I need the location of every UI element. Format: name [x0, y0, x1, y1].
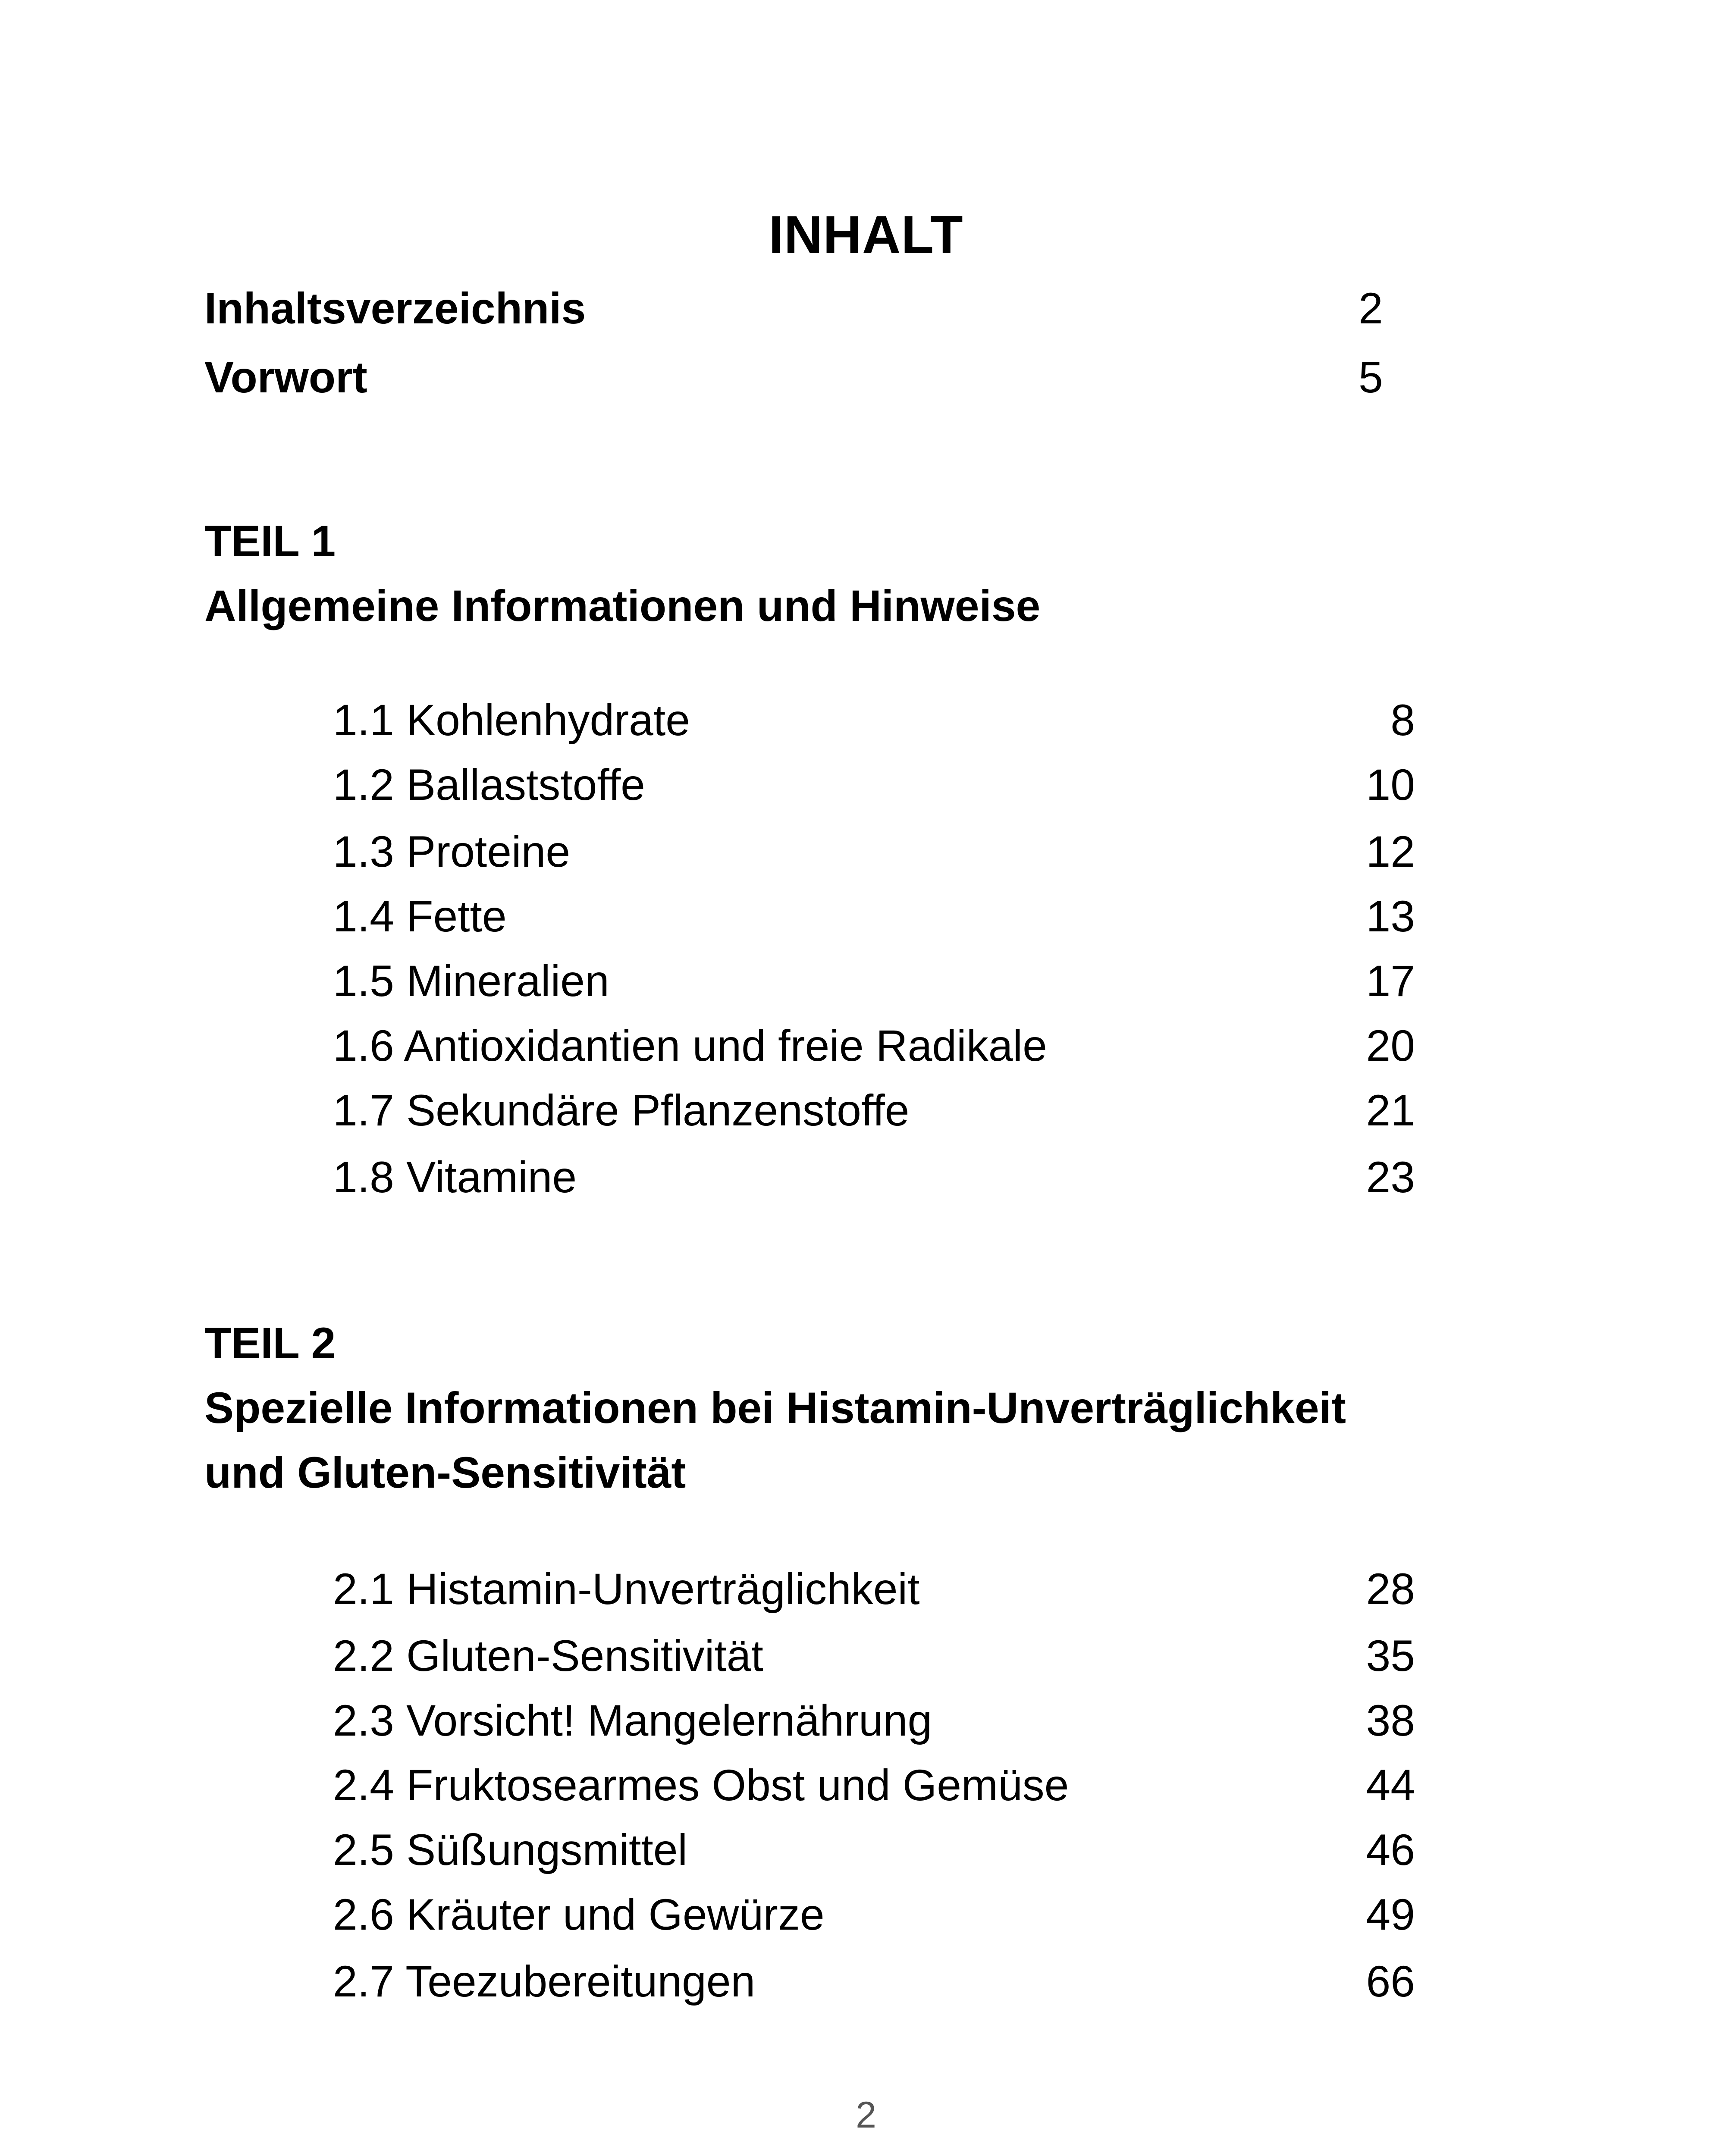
toc-entry-page: 12	[1366, 827, 1415, 876]
part1-subtitle: Allgemeine Informationen und Hinweise	[204, 581, 1041, 630]
toc-entry-page: 38	[1366, 1696, 1415, 1745]
part2-heading: TEIL 2	[204, 1319, 336, 1368]
toc-entry-label: 1.2 Ballaststoffe	[333, 760, 645, 809]
toc-entry-label: 1.1 Kohlenhydrate	[333, 696, 690, 745]
toc-entry-page: 23	[1366, 1153, 1415, 1202]
toc-entry-page: 44	[1366, 1761, 1415, 1810]
toc-entry-label: 2.3 Vorsicht! Mangelernährung	[333, 1696, 932, 1745]
toc-entry-page: 13	[1366, 892, 1415, 941]
toc-entry-label: 1.3 Proteine	[333, 827, 571, 876]
toc-entry-page: 21	[1366, 1086, 1415, 1135]
toc-entry-label: 2.6 Kräuter und Gewürze	[333, 1890, 825, 1939]
toc-entry-label: 2.7 Teezubereitungen	[333, 1957, 756, 2006]
toc-entry-page: 35	[1366, 1631, 1415, 1680]
toc-entry-page: 17	[1366, 956, 1415, 1006]
toc-entry-label: 1.6 Antioxidantien und freie Radikale	[333, 1021, 1047, 1070]
toc-front-page-vorwort: 5	[1359, 353, 1383, 402]
toc-entry-page: 49	[1366, 1890, 1415, 1939]
toc-entry-label: 1.8 Vitamine	[333, 1153, 577, 1202]
toc-entry-page: 8	[1390, 696, 1415, 745]
toc-entry-label: 2.1 Histamin-Unverträglichkeit	[333, 1564, 920, 1614]
toc-entry-page: 10	[1366, 760, 1415, 809]
toc-front-page-inhaltsverzeichnis: 2	[1359, 284, 1383, 333]
toc-entry-page: 20	[1366, 1021, 1415, 1070]
toc-entry-label: 2.2 Gluten-Sensitivität	[333, 1631, 763, 1680]
part2-subtitle-line2: und Gluten-Sensitivität	[204, 1448, 686, 1497]
toc-entry-label: 2.5 Süßungsmittel	[333, 1825, 688, 1874]
toc-entry-label: 1.4 Fette	[333, 892, 507, 941]
part2-subtitle-line1: Spezielle Informationen bei Histamin-Unverträglichkeit	[204, 1383, 1346, 1432]
toc-entry-label: 2.4 Fruktosearmes Obst und Gemüse	[333, 1761, 1069, 1810]
toc-entry-page: 46	[1366, 1825, 1415, 1874]
page-title: INHALT	[769, 205, 963, 265]
toc-entry-label: 1.7 Sekundäre Pflanzenstoffe	[333, 1086, 910, 1135]
toc-entry-label: 1.5 Mineralien	[333, 956, 609, 1006]
part1-heading: TEIL 1	[204, 517, 336, 566]
toc-front-label-inhaltsverzeichnis: Inhaltsverzeichnis	[204, 284, 586, 333]
toc-entry-page: 66	[1366, 1957, 1415, 2006]
toc-front-label-vorwort: Vorwort	[204, 353, 367, 402]
toc-entry-page: 28	[1366, 1564, 1415, 1614]
page-number: 2	[856, 2094, 876, 2136]
